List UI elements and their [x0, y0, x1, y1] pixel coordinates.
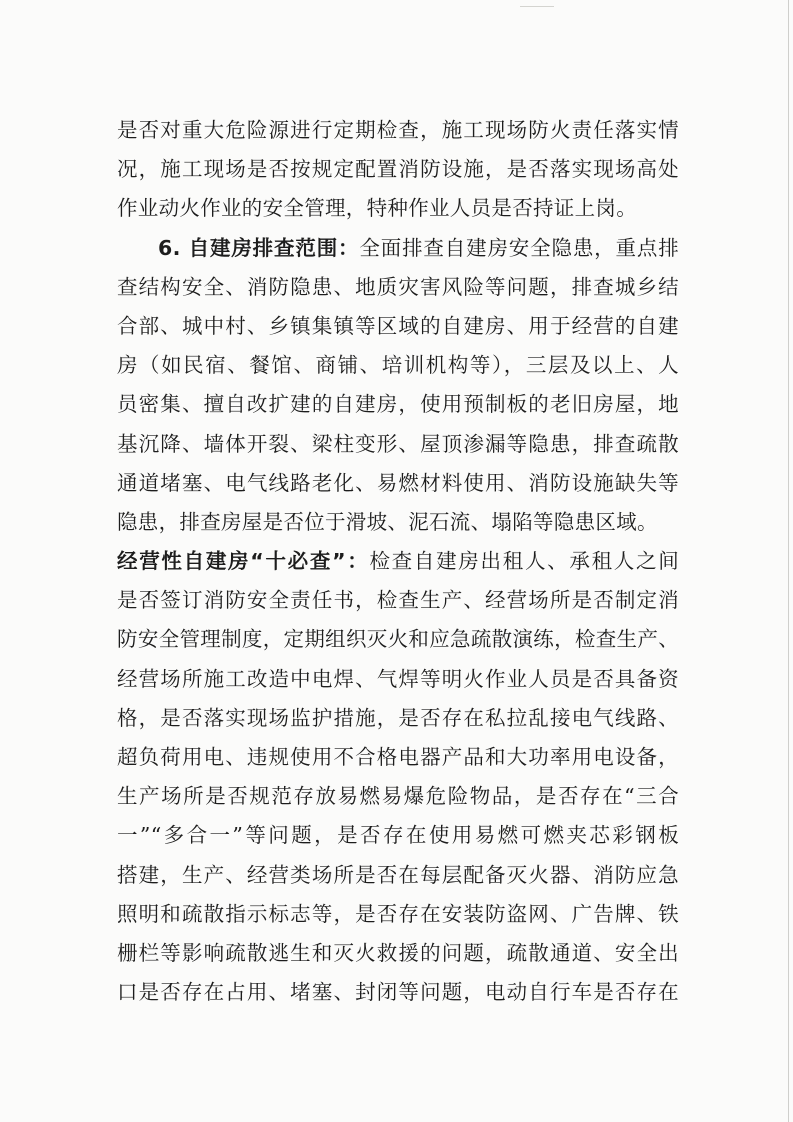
body-line: 栅栏等影响疏散逃生和灭火救援的问题，疏散通道、安全出 — [117, 940, 679, 965]
body-line: 房（如民宿、餐馆、商铺、培训机构等），三层及以上、人 — [117, 353, 679, 378]
body-line: 是否签订消防安全责任书，检查生产、经营场所是否制定消 — [117, 588, 679, 613]
document-body — [117, 111, 679, 1012]
section-6-heading: 6. 自建房排查范围： — [158, 235, 360, 260]
section-6-first-line-text: 全面排查自建房安全隐患，重点排 — [359, 235, 679, 260]
body-line: 超负荷用电、违规使用不合格电器产品和大功率用电设备， — [117, 745, 679, 769]
body-line: 格，是否落实现场监护措施，是否存在私拉乱接电气线路、 — [117, 705, 679, 730]
scan-edge-right — [788, 0, 789, 1122]
body-line: 作业动火作业的安全管理，特种作业人员是否持证上岗。 — [117, 196, 637, 221]
body-line: 经营场所施工改造中电焊、气焊等明火作业人员是否具备资 — [117, 666, 679, 691]
scan-artifact-top — [520, 6, 554, 7]
body-line: 隐患，排查房屋是否位于滑坡、泥石流、塌陷等隐患区域。 — [117, 509, 658, 534]
body-line: 搭建，生产、经营类场所是否在每层配备灭火器、消防应急 — [117, 862, 679, 887]
ten-checks-first-line — [117, 542, 679, 581]
body-line: 合部、城中村、乡镇集镇等区域的自建房、用于经营的自建 — [117, 313, 679, 338]
body-line: 查结构安全、消防隐患、地质灾害风险等问题，排查城乡结 — [117, 274, 679, 299]
body-line: 一”“多合一”等问题，是否存在使用易燃可燃夹芯彩钢板 — [117, 823, 679, 848]
body-line: 照明和疏散指示标志等，是否存在安装防盗网、广告牌、铁 — [117, 901, 679, 926]
ten-checks-heading: 经营性自建房“十必查”： — [117, 549, 370, 574]
section-6-first-line — [117, 229, 679, 268]
body-line: 是否对重大危险源进行定期检查，施工现场防火责任落实情 — [117, 118, 679, 142]
body-line: 基沉降、墙体开裂、梁柱变形、屋顶渗漏等隐患，排查疏散 — [117, 431, 679, 456]
body-line: 通道堵塞、电气线路老化、易燃材料使用、消防设施缺失等 — [117, 470, 679, 495]
body-line: 况，施工现场是否按规定配置消防设施，是否落实现场高处 — [117, 157, 679, 182]
body-line: 口是否存在占用、堵塞、封闭等问题，电动自行车是否存在 — [117, 980, 679, 1005]
body-line: 防安全管理制度，定期组织灭火和应急疏散演练，检查生产、 — [117, 627, 679, 652]
body-line: 生产场所是否规范存放易燃易爆危险物品，是否存在“三合 — [117, 784, 679, 809]
body-line: 员密集、擅自改扩建的自建房，使用预制板的老旧房屋，地 — [117, 392, 679, 417]
ten-checks-first-line-text: 检查自建房出租人、承租人之间 — [369, 549, 679, 574]
